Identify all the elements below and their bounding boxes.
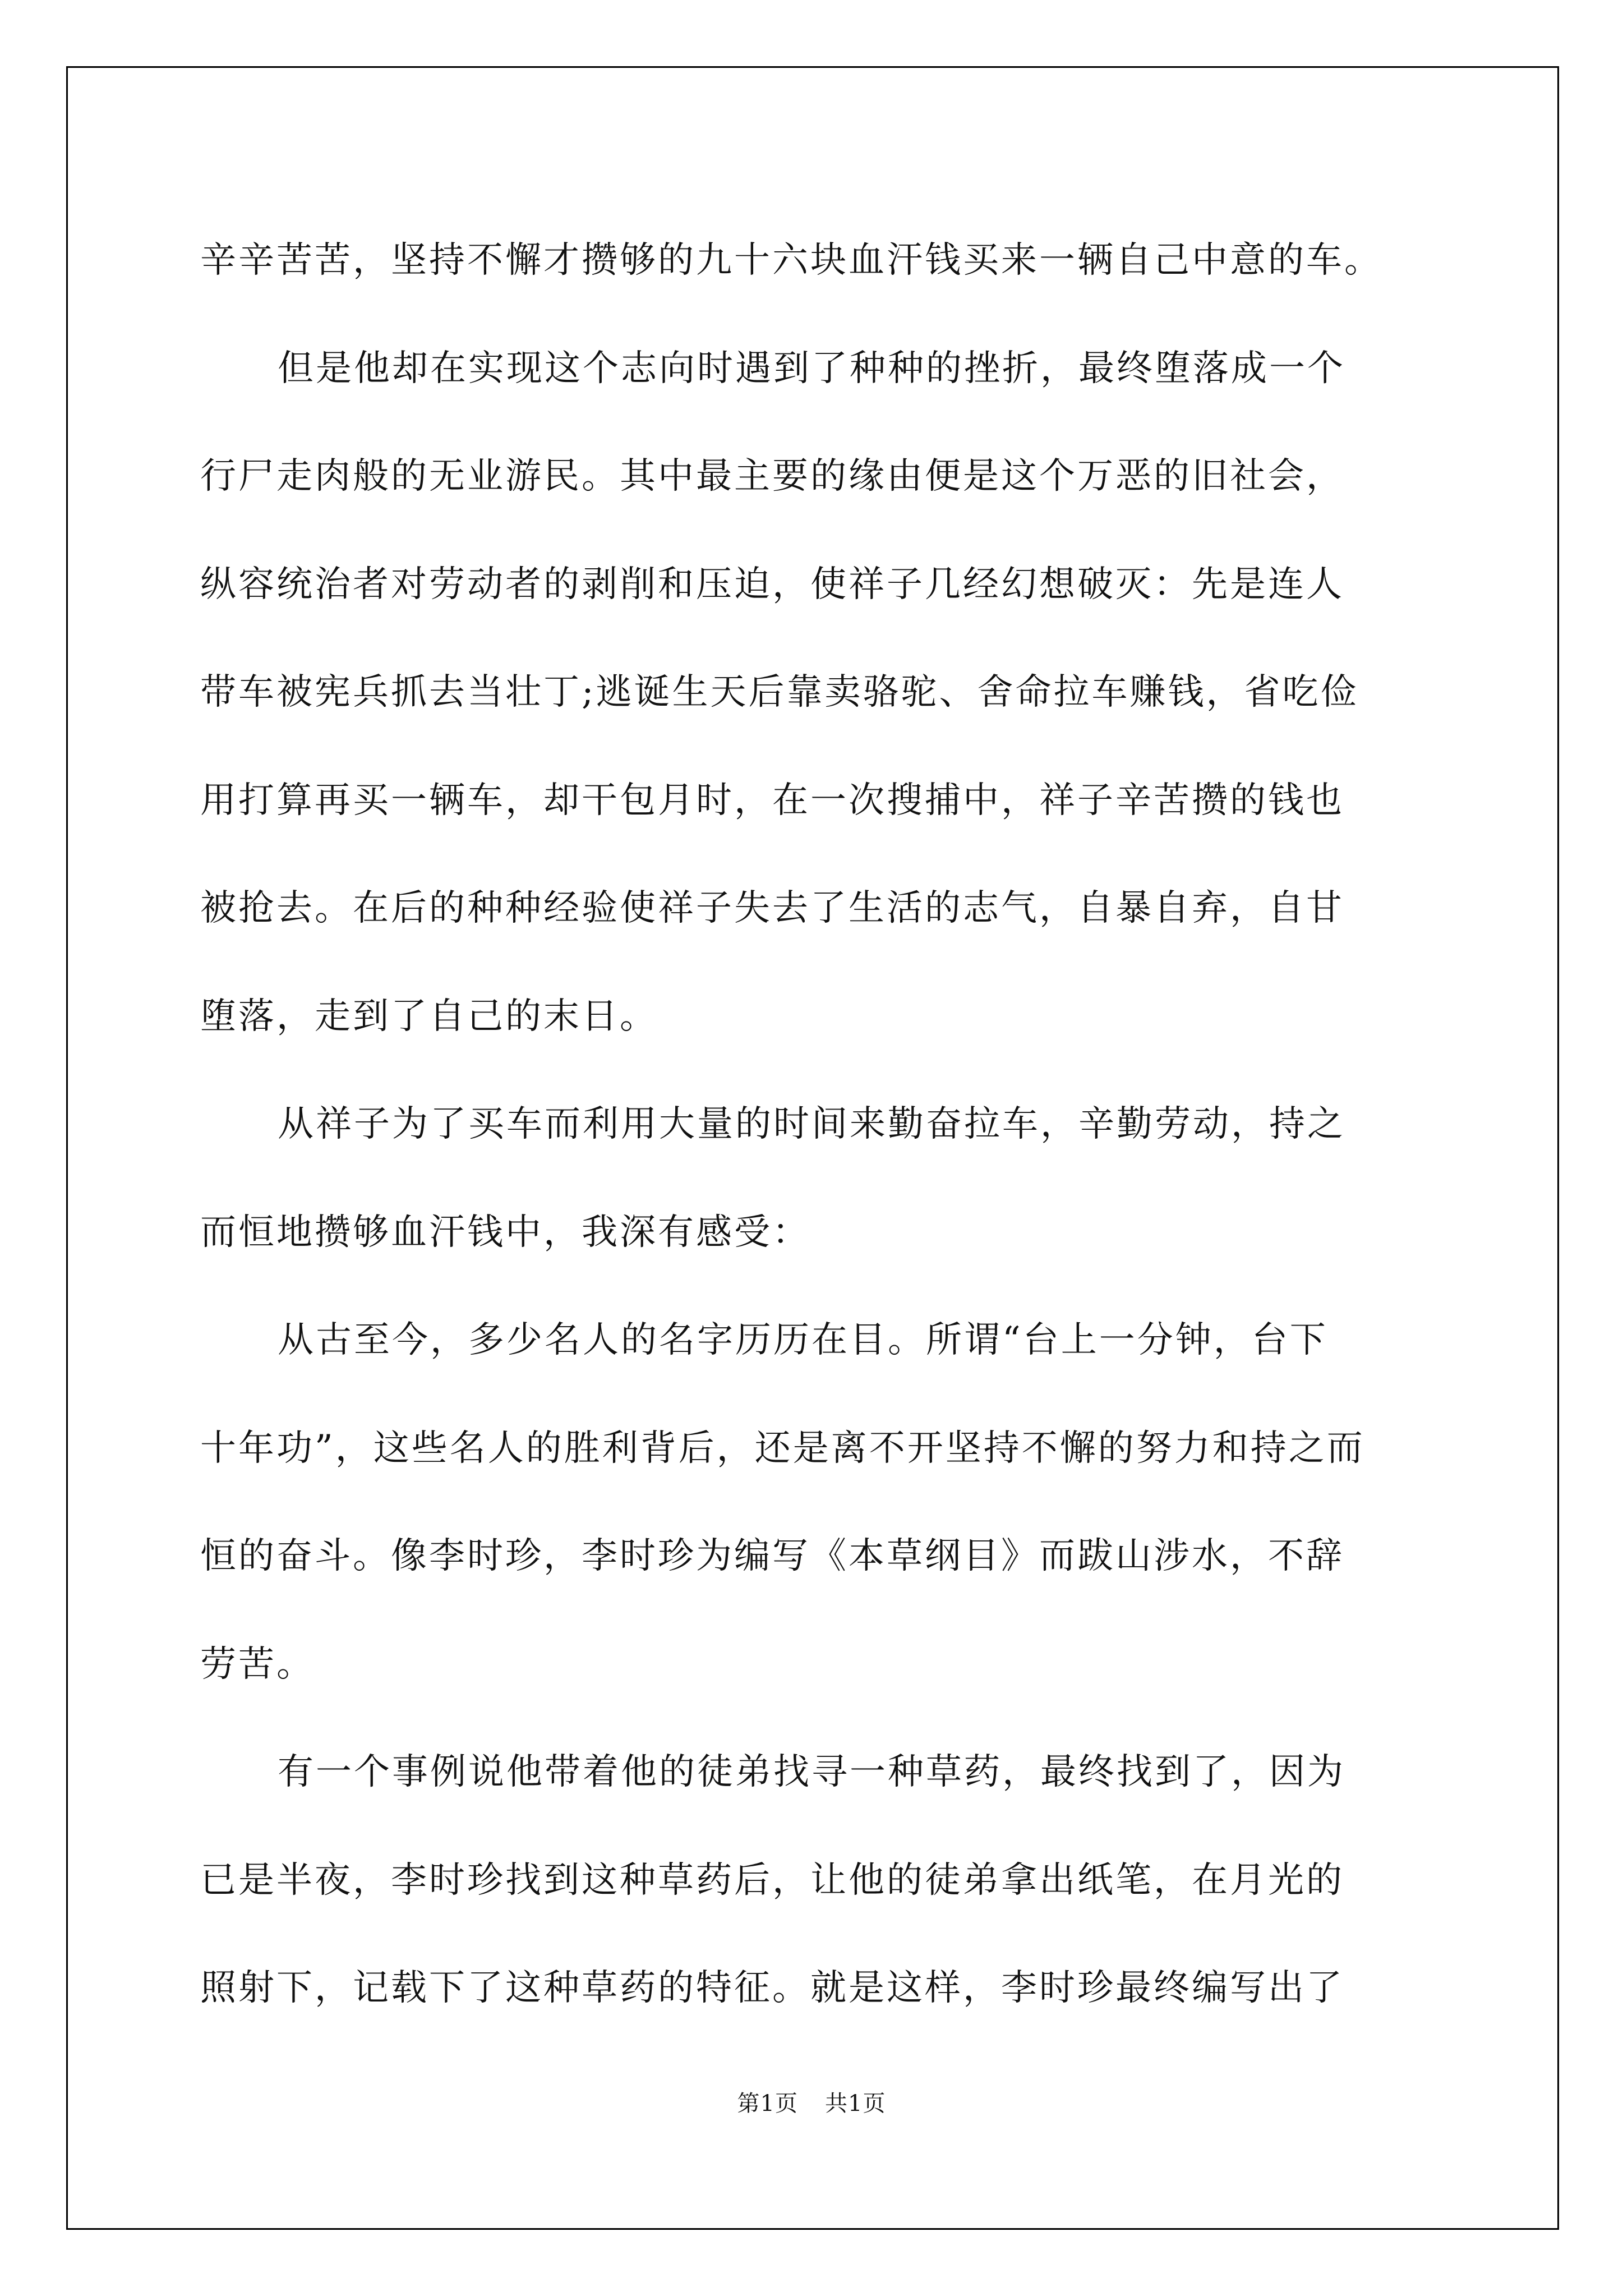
text-line: 劳苦。 [200, 1643, 315, 1685]
text-line: 堕落，走到了自己的末日。 [200, 995, 658, 1037]
paragraph-1 [200, 206, 1425, 315]
text-line: 带车被宪兵抓去当壮丁;逃诞生天后靠卖骆驼、舍命拉车赚钱，省吃俭 [200, 671, 1359, 713]
text-line: 有一个事例说他带着他的徒弟找寻一种草药，最终找到了，因为 [278, 1751, 1345, 1793]
text-line: 纵容统治者对劳动者的剥削和压迫，使祥子几经幻想破灭：先是连人 [200, 563, 1344, 605]
text-line: 辛辛苦苦，坚持不懈才攒够的九十六块血汗钱买来一辆自己中意的车。 [200, 240, 1382, 281]
paragraph-4 [200, 1286, 1425, 1718]
page-total: 共1页 [825, 2091, 886, 2116]
text-line: 恒的奋斗。像李时珍，李时珍为编写《本草纲目》而跋山涉水，不辞 [200, 1535, 1344, 1577]
text-line: 从古至今，多少名人的名字历历在目。所谓“台上一分钟，台下 [278, 1319, 1328, 1361]
paragraph-2 [200, 315, 1425, 1071]
page-number: 第1页 [737, 2091, 798, 2116]
page-footer [0, 2086, 1623, 2118]
text-line: 但是他却在实现这个志向时遇到了种种的挫折，最终堕落成一个 [278, 347, 1345, 389]
text-line: 十年功”，这些名人的胜利背后，还是离不开坚持不懈的努力和持之而 [200, 1427, 1365, 1469]
text-line: 用打算再买一辆车，却干包月时，在一次搜捕中，祥子辛苦攒的钱也 [200, 779, 1344, 821]
paragraph-5 [200, 1718, 1425, 2042]
text-line: 从祥子为了买车而利用大量的时间来勤奋拉车，辛勤劳动，持之 [278, 1103, 1345, 1145]
text-line: 行尸走肉般的无业游民。其中最主要的缘由便是这个万恶的旧社会， [200, 455, 1344, 497]
text-line: 被抢去。在后的种种经验使祥子失去了生活的志气，自暴自弃，自甘 [200, 887, 1344, 929]
text-line: 而恒地攒够血汗钱中，我深有感受： [200, 1211, 810, 1253]
document-body [200, 206, 1425, 2042]
text-line: 已是半夜，李时珍找到这种草药后，让他的徒弟拿出纸笔，在月光的 [200, 1859, 1344, 1901]
text-line: 照射下，记载下了这种草药的特征。就是这样，李时珍最终编写出了 [200, 1967, 1344, 2009]
paragraph-3 [200, 1070, 1425, 1286]
